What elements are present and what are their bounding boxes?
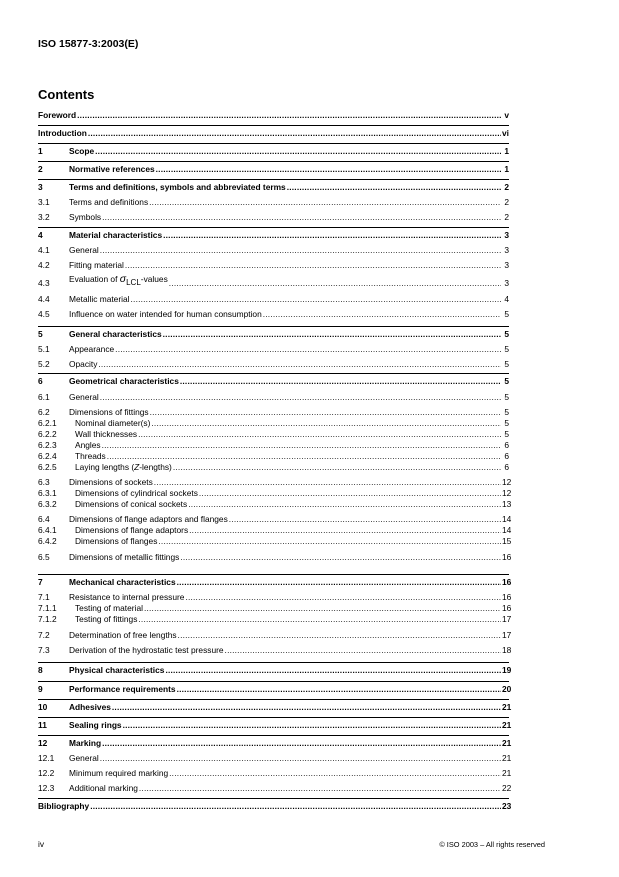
toc-entry-page: 5 bbox=[504, 429, 509, 439]
toc-entry-title: Dimensions of flange adaptors and flanges bbox=[69, 514, 228, 524]
toc-entry-page: 23 bbox=[502, 801, 512, 811]
toc-entry-page: 3 bbox=[504, 230, 509, 240]
toc-entry-page: 13 bbox=[502, 499, 512, 509]
toc-entry[interactable] bbox=[38, 766, 512, 778]
toc-entry-number: 12.3 bbox=[38, 783, 55, 793]
toc-entry-number: 12 bbox=[38, 738, 48, 748]
toc-entry-page: 5 bbox=[504, 376, 509, 386]
toc-entry-page: 5 bbox=[504, 359, 509, 369]
toc-entry-page: 6 bbox=[504, 440, 509, 450]
toc-entry-page: 16 bbox=[502, 592, 512, 602]
toc-entry[interactable] bbox=[38, 799, 512, 811]
toc-entry-title: Dimensions of flange adaptors bbox=[75, 525, 189, 535]
toc-entry[interactable] bbox=[38, 718, 512, 730]
toc-entry-page: 5 bbox=[504, 418, 509, 428]
toc-entry-page: 22 bbox=[502, 783, 512, 793]
toc-entry[interactable] bbox=[38, 628, 512, 640]
toc-entry-page: 3 bbox=[504, 278, 509, 288]
toc-entry-number: 6.4 bbox=[38, 514, 50, 524]
toc-entry-page: 14 bbox=[502, 525, 512, 535]
toc-entry[interactable] bbox=[38, 700, 512, 712]
toc-entry[interactable] bbox=[38, 751, 512, 763]
toc-entry-title: Symbols bbox=[69, 212, 102, 222]
toc-entry-page: 5 bbox=[504, 392, 509, 402]
toc-entry-number: 4.4 bbox=[38, 294, 50, 304]
toc-entry-title: Resistance to internal pressure bbox=[69, 592, 185, 602]
toc-entry-number: 3.2 bbox=[38, 212, 50, 222]
toc-entry[interactable] bbox=[38, 342, 509, 354]
toc-entry-number: 4.2 bbox=[38, 260, 50, 270]
toc-entry-title: Dimensions of metallic fittings bbox=[69, 552, 180, 562]
toc-entry-number: 12.1 bbox=[38, 753, 55, 763]
toc-entry[interactable] bbox=[38, 307, 509, 319]
toc-entry-number: 4.5 bbox=[38, 309, 50, 319]
toc-entry-page: v bbox=[504, 110, 509, 120]
toc-entry[interactable] bbox=[38, 243, 509, 255]
toc-entry-page: 17 bbox=[502, 630, 512, 640]
toc-entry-page: 2 bbox=[504, 212, 509, 222]
toc-entry[interactable] bbox=[38, 534, 512, 546]
toc-entry-page: 18 bbox=[502, 645, 512, 655]
toc-entry-title: Determination of free lengths bbox=[69, 630, 177, 640]
toc-entry-page: 2 bbox=[504, 182, 509, 192]
toc-entry-page: 5 bbox=[504, 329, 509, 339]
toc-entry-title: Additional marking bbox=[69, 783, 138, 793]
toc-entry-number: 6.4.2 bbox=[38, 536, 57, 546]
toc-entry-title: Scope bbox=[69, 146, 95, 156]
toc-entry[interactable] bbox=[38, 575, 512, 587]
toc-entry-number: 6.3 bbox=[38, 477, 50, 487]
toc-entry-title: Laying lengths (Z-lengths) bbox=[75, 462, 172, 472]
toc-entry-number: 6.2.4 bbox=[38, 451, 57, 461]
toc-entry-title: Minimum required marking bbox=[69, 768, 169, 778]
toc-entry[interactable] bbox=[38, 274, 509, 288]
toc-entry-number: 6.2.2 bbox=[38, 429, 57, 439]
toc-entry-title: Normative references bbox=[69, 164, 155, 174]
toc-entry[interactable] bbox=[38, 663, 512, 675]
toc-entry[interactable] bbox=[38, 390, 509, 402]
toc-entry-title: Dimensions of conical sockets bbox=[75, 499, 188, 509]
toc-entry-title: Dimensions of flanges bbox=[75, 536, 158, 546]
toc-entry-number: 2 bbox=[38, 164, 43, 174]
document-header: ISO 15877-3:2003(E) bbox=[38, 38, 139, 50]
toc-entry-number: 6.4.1 bbox=[38, 525, 57, 535]
toc-entry-number: 6.2 bbox=[38, 407, 50, 417]
toc-entry-title: Geometrical characteristics bbox=[69, 376, 179, 386]
toc-entry-title: Threads bbox=[75, 451, 106, 461]
toc-entry[interactable] bbox=[38, 180, 509, 192]
toc-entry[interactable] bbox=[38, 460, 509, 472]
toc-entry[interactable] bbox=[38, 682, 512, 694]
toc-entry-page: 3 bbox=[504, 260, 509, 270]
toc-entry-page: 2 bbox=[504, 197, 509, 207]
toc-entry[interactable] bbox=[38, 162, 509, 174]
toc-entry-page: 16 bbox=[502, 577, 512, 587]
toc-entry-title: Material characteristics bbox=[69, 230, 163, 240]
toc-entry-page: 16 bbox=[502, 552, 512, 562]
toc-entry[interactable] bbox=[38, 327, 509, 339]
toc-entry-title: General bbox=[69, 245, 99, 255]
toc-entry-page: 16 bbox=[502, 603, 512, 613]
toc-entry[interactable] bbox=[38, 781, 512, 793]
toc-entry-title: Mechanical characteristics bbox=[69, 577, 176, 587]
toc-entry-title: Derivation of the hydrostatic test pressure bbox=[69, 645, 224, 655]
toc-entry-number: 4.3 bbox=[38, 278, 50, 288]
toc-entry-number: 6.2.3 bbox=[38, 440, 57, 450]
toc-entry-page: 17 bbox=[502, 614, 512, 624]
toc-entry[interactable] bbox=[38, 258, 509, 270]
toc-entry-number: 8 bbox=[38, 665, 43, 675]
copyright-notice: © ISO 2003 – All rights reserved bbox=[439, 840, 545, 849]
toc-entry-title: Wall thicknesses bbox=[75, 429, 138, 439]
toc-entry-number: 7.3 bbox=[38, 645, 50, 655]
toc-entry-number: 6.3.1 bbox=[38, 488, 57, 498]
toc-entry-title: Bibliography bbox=[38, 801, 90, 811]
toc-entry-page: 21 bbox=[502, 720, 512, 730]
toc-entry-title: Foreword bbox=[38, 110, 77, 120]
toc-entry-title: Terms and definitions, symbols and abbreviated terms bbox=[69, 182, 286, 192]
toc-entry[interactable] bbox=[38, 357, 509, 369]
toc-entry-title: Testing of fittings bbox=[75, 614, 138, 624]
toc-entry-page: 3 bbox=[504, 245, 509, 255]
toc-entry-number: 7.1.1 bbox=[38, 603, 57, 613]
toc-entry-number: 9 bbox=[38, 684, 43, 694]
toc-entry-number: 3.1 bbox=[38, 197, 50, 207]
toc-entry-title: General bbox=[69, 392, 99, 402]
page-title: Contents bbox=[38, 87, 95, 102]
toc-entry-page: 14 bbox=[502, 514, 512, 524]
toc-entry-page: vi bbox=[502, 128, 509, 138]
toc-entry-number: 6.1 bbox=[38, 392, 50, 402]
toc-entry-page: 1 bbox=[504, 164, 509, 174]
toc-entry-title: Sealing rings bbox=[69, 720, 122, 730]
toc-entry[interactable] bbox=[38, 126, 509, 138]
toc-entry-number: 6.2.5 bbox=[38, 462, 57, 472]
toc-entry-title: Testing of material bbox=[75, 603, 143, 613]
toc-entry-number: 5.1 bbox=[38, 344, 50, 354]
toc-entry-title: Opacity bbox=[69, 359, 98, 369]
toc-entry[interactable] bbox=[38, 292, 509, 304]
toc-entry-number: 6.5 bbox=[38, 552, 50, 562]
toc-entry-title: Performance requirements bbox=[69, 684, 176, 694]
toc-entry-title: Metallic material bbox=[69, 294, 130, 304]
toc-entry-number: 6 bbox=[38, 376, 43, 386]
toc-entry-number: 3 bbox=[38, 182, 43, 192]
toc-entry[interactable] bbox=[38, 108, 509, 120]
toc-entry-title: Dimensions of cylindrical sockets bbox=[75, 488, 198, 498]
toc-entry[interactable] bbox=[38, 228, 509, 240]
toc-entry-page: 21 bbox=[502, 738, 512, 748]
toc-entry[interactable] bbox=[38, 374, 509, 386]
toc-entry-title: Adhesives bbox=[69, 702, 111, 712]
toc-entry[interactable] bbox=[38, 497, 512, 509]
toc-entry-title: Nominal diameter(s) bbox=[75, 418, 151, 428]
toc-entry-number: 10 bbox=[38, 702, 48, 712]
toc-entry[interactable] bbox=[38, 736, 512, 748]
toc-entry-page: 12 bbox=[502, 488, 512, 498]
toc-entry-page: 21 bbox=[502, 702, 512, 712]
toc-entry-number: 7 bbox=[38, 577, 43, 587]
toc-entry-number: 11 bbox=[38, 720, 47, 730]
toc-entry-page: 6 bbox=[504, 462, 509, 472]
toc-entry-page: 21 bbox=[502, 753, 512, 763]
toc-entry-title: Dimensions of sockets bbox=[69, 477, 153, 487]
toc-entry-page: 5 bbox=[504, 344, 509, 354]
toc-entry-title: Evaluation of $\sigma_{LCL}$-values bbox=[69, 272, 168, 287]
toc-entry-number: 7.2 bbox=[38, 630, 50, 640]
toc-entry-page: 1 bbox=[504, 146, 509, 156]
toc-entry-number: 5.2 bbox=[38, 359, 50, 369]
toc-entry-number: 6.2.1 bbox=[38, 418, 57, 428]
toc-entry-title: Physical characteristics bbox=[69, 665, 165, 675]
toc-entry-title: Influence on water intended for human consumption bbox=[69, 309, 262, 319]
toc-entry-title: Angles bbox=[75, 440, 101, 450]
toc-entry-number: 7.1.2 bbox=[38, 614, 57, 624]
toc-entry[interactable] bbox=[38, 195, 509, 207]
toc-entry-page: 12 bbox=[502, 477, 512, 487]
toc-entry-title: General characteristics bbox=[69, 329, 162, 339]
toc-entry-number: 4.1 bbox=[38, 245, 50, 255]
toc-entry[interactable] bbox=[38, 550, 512, 562]
toc-entry-number: 5 bbox=[38, 329, 43, 339]
toc-entry-page: 5 bbox=[504, 407, 509, 417]
sigma-symbol: $\sigma_{LCL}$ bbox=[119, 272, 141, 287]
toc-entry-number: 7.1 bbox=[38, 592, 50, 602]
page-number: iv bbox=[38, 839, 45, 849]
toc-entry-page: 19 bbox=[502, 665, 512, 675]
toc-entry-title: Introduction bbox=[38, 128, 87, 138]
toc-entry-page: 6 bbox=[504, 451, 509, 461]
toc-entry-number: 6.3.2 bbox=[38, 499, 57, 509]
toc-entry[interactable] bbox=[38, 210, 509, 222]
toc-entry-title: Marking bbox=[69, 738, 102, 748]
toc-entry-page: 15 bbox=[502, 536, 512, 546]
toc-entry-title: Terms and definitions bbox=[69, 197, 149, 207]
toc-entry[interactable] bbox=[38, 612, 512, 624]
toc-entry-number: 12.2 bbox=[38, 768, 55, 778]
toc-entry-title: General bbox=[69, 753, 99, 763]
toc-entry-number: 1 bbox=[38, 146, 43, 156]
toc-entry-title: Appearance bbox=[69, 344, 115, 354]
toc-entry-page: 5 bbox=[504, 309, 509, 319]
toc-entry-page: 20 bbox=[502, 684, 512, 694]
toc-entry-title: Fitting material bbox=[69, 260, 124, 270]
toc-entry-number: 4 bbox=[38, 230, 43, 240]
toc-entry[interactable] bbox=[38, 144, 509, 156]
toc-entry-title: Dimensions of fittings bbox=[69, 407, 149, 417]
toc-entry-page: 4 bbox=[504, 294, 509, 304]
toc-entry-page: 21 bbox=[502, 768, 512, 778]
toc-entry[interactable] bbox=[38, 643, 512, 655]
